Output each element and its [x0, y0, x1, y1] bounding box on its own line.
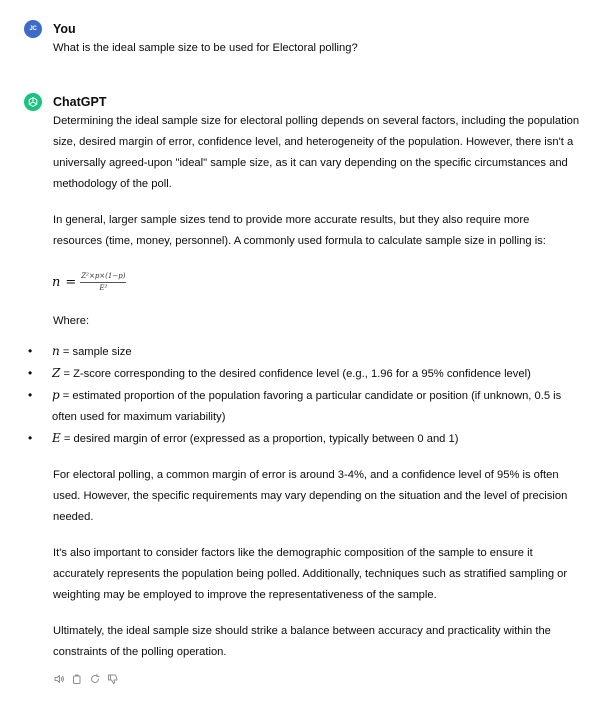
bullet: • — [28, 431, 33, 445]
definition-text: = estimated proportion of the population favoring a particular candidate or position (if unknown, 0.5 is often used for maximum variability) — [52, 390, 562, 423]
where-label: Where: — [53, 315, 90, 327]
paragraph-demographics: It's also important to consider factors like the demographic composition of the sample to ensure it accurately represents the population being polled. Additionally, techniques such as stratified sampling or weighting may be employed to improve the representativeness of the sample. — [53, 547, 568, 601]
bullet: • — [28, 344, 33, 358]
paragraph-formula-intro: In general, larger sample sizes tend to provide more accurate results, but they also require more resources (time, money, personnel). A commonly used formula to calculate sample size in polling is: — [53, 214, 546, 247]
user-message-text: What is the ideal sample size to be used for Electoral polling? — [53, 42, 358, 54]
user-message-header — [24, 20, 581, 38]
message-actions — [53, 671, 581, 687]
user-message-body — [53, 38, 581, 59]
paragraph-margin-of-error: For electoral polling, a common margin of error is around 3-4%, and a confidence level of 95% is often used. However, the specific requirements may vary depending on the situation and the level of precision needed. — [53, 469, 568, 523]
regenerate-icon[interactable] — [89, 673, 101, 685]
user-avatar: JC — [24, 20, 42, 38]
definition-symbol: Z — [52, 366, 61, 380]
definition-text: = desired margin of error (expressed as a proportion, typically between 0 and 1) — [60, 433, 459, 445]
bullet: • — [28, 388, 33, 402]
definition-symbol: E — [52, 431, 61, 445]
paragraph-intro: Determining the ideal sample size for electoral polling depends on several factors, including the population size, desired margin of error, confidence level, and heterogeneity of the population. However, there isn't a universally agreed-upon "ideal" sample size, as it can vary depending on the specific circumstances and methodology of the poll. — [53, 115, 580, 190]
definition-symbol: n — [52, 344, 60, 358]
sample-size-formula — [52, 267, 581, 297]
chatgpt-logo-icon — [24, 93, 42, 111]
formula-numerator: Z²×p×(1−p) — [80, 272, 126, 283]
assistant-message-header — [24, 93, 581, 111]
assistant-message — [24, 93, 581, 687]
definition-text: = Z-score corresponding to the desired confidence level (e.g., 1.96 for a 95% confidence level) — [60, 368, 531, 380]
thumbs-down-icon[interactable] — [107, 673, 119, 685]
user-message — [24, 20, 581, 59]
formula-fraction — [80, 272, 126, 293]
copy-icon[interactable] — [71, 673, 83, 685]
list-item — [28, 428, 581, 450]
bullet: • — [28, 366, 33, 380]
user-author-name: You — [53, 22, 76, 36]
read-aloud-icon[interactable] — [53, 673, 65, 685]
definition-symbol: p — [52, 388, 60, 402]
list-item — [28, 363, 581, 385]
formula-equals: = — [65, 274, 77, 290]
assistant-author-name: ChatGPT — [53, 95, 107, 109]
definition-text: = sample size — [59, 346, 132, 358]
formula-denominator: E² — [99, 283, 108, 292]
paragraph-conclusion: Ultimately, the ideal sample size should strike a balance between accuracy and practicality within the constraints of the polling operation. — [53, 625, 551, 658]
list-item — [28, 341, 581, 363]
formula-lhs: n — [52, 274, 61, 290]
list-item — [28, 385, 581, 428]
definition-list — [28, 341, 581, 450]
assistant-message-body — [28, 111, 581, 687]
